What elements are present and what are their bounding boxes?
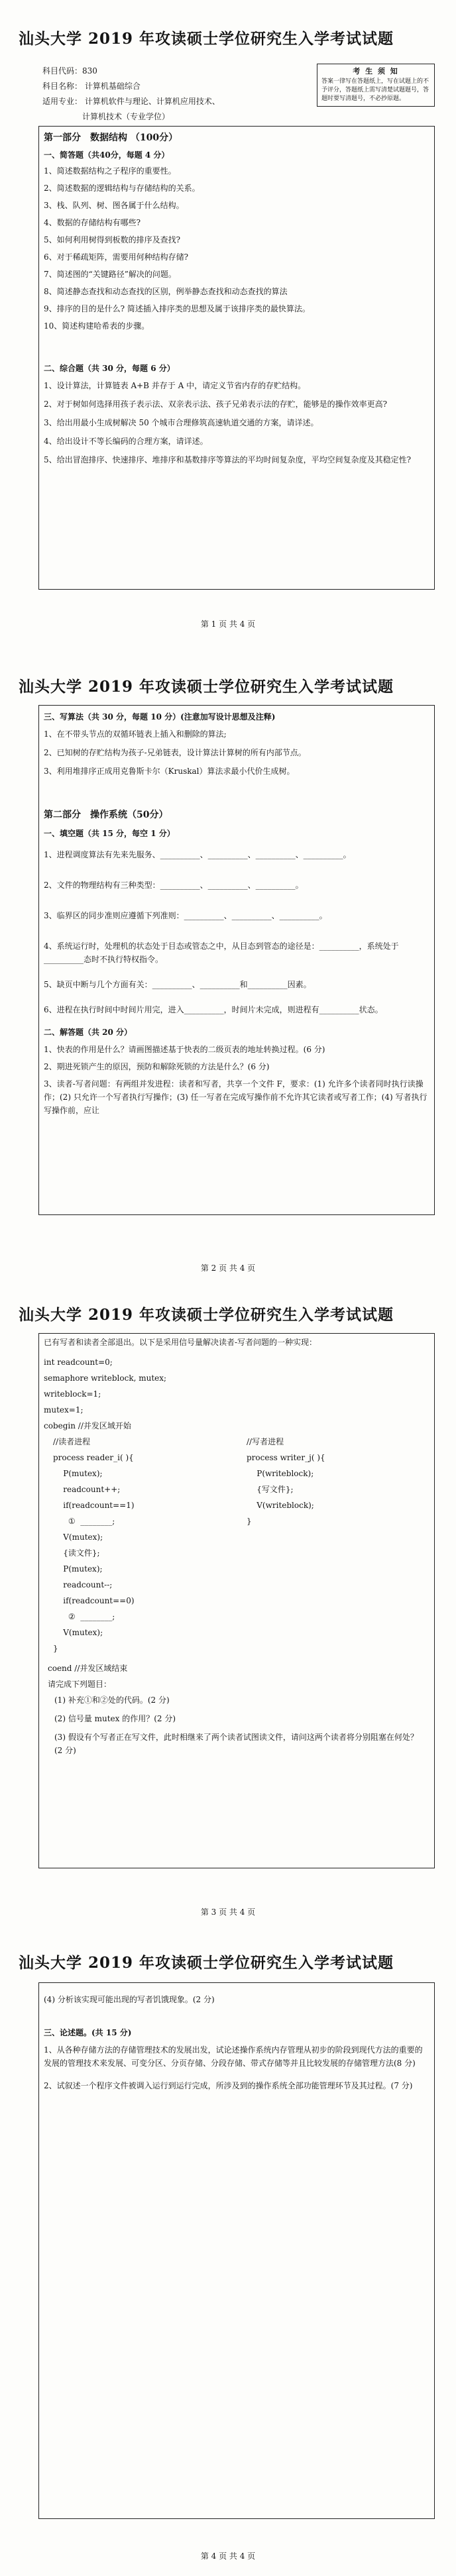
code-line: } <box>247 1517 252 1526</box>
exam-page-2 <box>0 644 456 1288</box>
reader-process-code <box>53 1434 135 1656</box>
question-item: (1) 补充①和②处的代码。(2 分) <box>54 1695 170 1705</box>
question-item: 10、简述构建哈希表的步骤。 <box>44 321 150 331</box>
question-item: 3、给出用最小生成树解决 50 个城市合理修筑高速轨道交通的方案，请详述。 <box>44 418 319 427</box>
code-line: writeblock=1; <box>44 1389 101 1399</box>
code-line: process writer_j( ){ <box>247 1453 325 1462</box>
code-line: P(mutex); <box>53 1469 103 1478</box>
code-line: ② ________; <box>53 1612 115 1621</box>
question-item: 1、快表的作用是什么？请画图描述基于快表的二级页表的地址转换过程。(6 分) <box>44 1045 325 1054</box>
section-title: 二、解答题（共 20 分） <box>44 1028 133 1037</box>
section-title: 三、论述题。(共 15 分) <box>44 2028 132 2037</box>
code-line: if(readcount==1) <box>53 1501 135 1510</box>
question-item: (3) 假设有个写者正在写文件，此时相继来了两个读者试图读文件，请问这两个读者将分别阻塞在何处？(2 分) <box>54 1733 418 1755</box>
exam-page-1 <box>0 0 456 644</box>
code-line: coend //并发区域结束 <box>48 1664 128 1673</box>
applicable-major: 适用专业： 计算机软件与理论、计算机应用技术、 <box>42 97 220 106</box>
part-title: 第二部分 操作系统（50分） <box>44 810 168 820</box>
page-footer: 第 2 页 共 4 页 <box>200 1263 256 1273</box>
candidate-notice-box <box>317 64 435 107</box>
question-item: 6、对于稀疏矩阵，需要用何种结构存储? <box>44 252 189 262</box>
question-item: 3、利用堆排序正成用克鲁斯卡尔（Kruskal）算法求最小代价生成树。 <box>44 767 295 776</box>
exam-title: 汕头大学 2019 年攻读硕士学位研究生入学考试试题 <box>19 678 394 696</box>
page-footer: 第 4 页 共 4 页 <box>200 2551 256 2561</box>
section-title: 三、写算法（共 30 分，每题 10 分）(注意加写设计思想及注释) <box>44 712 276 722</box>
code-line: if(readcount==0) <box>53 1596 135 1605</box>
question-item: 1、在不带头节点的双循环链表上插入和删除的算法; <box>44 729 227 739</box>
section-title: 一、简答题（共40分，每题 4 分） <box>44 150 170 160</box>
question-item: 2、试叙述一个程序文件被调入运行到运行完成，所涉及到的操作系统全部功能管理环节及其过程。(7 分) <box>44 2081 413 2090</box>
notice-title: 考 生 须 知 <box>353 67 399 76</box>
question-body <box>44 710 429 1117</box>
sub-questions <box>54 1693 426 1757</box>
exam-page-4 <box>0 1932 456 2576</box>
code-line: semaphore writeblock, mutex; <box>44 1373 167 1383</box>
notice-text: 答案一律写在答题纸上，写在试题上的不予评分，答题纸上需写清楚试题题号，答题时要写清题号，不必抄原题。 <box>321 78 429 102</box>
question-item: 2、文件的物理结构有三种类型：__________、__________、__________。 <box>44 881 304 890</box>
code-line: process reader_i( ){ <box>53 1453 134 1462</box>
code-line: //读者进程 <box>53 1437 91 1446</box>
question-item: 已有写者和读者全部退出。以下是采用信号量解决读者-写者问题的一种实现： <box>44 1338 317 1347</box>
question-item: 2、已知树的存贮结构为孩子-兄弟链表，设计算法计算树的所有内部节点。 <box>44 748 306 757</box>
question-item: 1、设计算法，计算链表 A+B 并存于 A 中，请定义节省内存的存贮结构。 <box>44 381 306 390</box>
code-line: 请完成下列题目： <box>48 1680 112 1689</box>
code-line: P(writeblock); <box>247 1469 314 1478</box>
question-item: 3、读者-写者问题：有两组并发进程：读者和写者，共享一个文件 F，要求：(1) 允许多个读者同时执行读操作；(2) 只允许一个写者执行写操作；(3) 任一写者在完成写操作前不允许其它读者或写者工作；(4) 写者执行写操作前，应让 <box>44 1079 428 1115</box>
code-header <box>44 1354 166 1434</box>
question-item: 5、给出冒泡排序、快速排序、堆排序和基数排序等算法的平均时间复杂度，平均空间复杂度及其稳定性? <box>44 455 412 464</box>
code-line: P(mutex); <box>53 1564 103 1574</box>
code-line: int readcount=0; <box>44 1358 113 1367</box>
subject-code: 科目代码：830 <box>42 66 97 76</box>
question-item: 1、进程调度算法有先来先服务、__________、__________、__________、__________。 <box>44 850 351 859</box>
code-line: //写者进程 <box>247 1437 284 1446</box>
question-item: 4、数据的存储结构有哪些? <box>44 218 141 227</box>
page-footer: 第 3 页 共 4 页 <box>200 1907 256 1917</box>
code-footer <box>48 1660 127 1692</box>
question-item: 7、简述图的“关键路径”解决的问题。 <box>44 270 176 279</box>
page-footer: 第 1 页 共 4 页 <box>200 619 256 629</box>
section-title: 二、综合题（共 30 分，每题 6 分） <box>44 364 175 373</box>
code-line: ① ________; <box>53 1517 115 1526</box>
question-item: 6、进程在执行时间中时间片用完，进入__________，时间片未完成，则进程有__________状态。 <box>44 1005 383 1014</box>
question-item: 3、栈、队列、树、图各属于什么结构。 <box>44 201 184 210</box>
code-line: {写文件}; <box>247 1485 294 1494</box>
question-item: 1、简述数据结构之子程序的重要性。 <box>44 166 176 176</box>
question-item: 4、系统运行时，处理机的状态处于目态或管态之中，从目态到管态的途径是：__________，系统处于__________态时不执行特权指令。 <box>44 941 399 964</box>
code-line: {读文件}; <box>53 1548 100 1558</box>
question-item: 9、排序的目的是什么? 简述插入排序类的思想及属于该排序类的最快算法。 <box>44 304 310 313</box>
question-body <box>44 1993 429 2092</box>
writer-process-code <box>247 1434 325 1529</box>
question-item: (4) 分析该实现可能出现的写者饥饿现象。(2 分) <box>44 1995 215 2004</box>
question-item: 1、从各种存储方法的存储管理技术的发展出发，试论述操作系统内存管理从初步的阶段到现代方法的重要的发展的管理技术来发展、可变分区、分页存储、分段存储、带式存储等并且比较发展的存储管理方法(8 分) <box>44 2045 423 2068</box>
exam-meta <box>42 64 308 125</box>
code-line: readcount--; <box>53 1580 113 1589</box>
code-line: } <box>53 1644 58 1653</box>
question-item: 2、对于树如何选择用孩子表示法、双亲表示法、孩子兄弟表示法的存贮，能够是的操作效率更高? <box>44 400 388 409</box>
question-intro <box>44 1336 429 1349</box>
subject-name: 科目名称： 计算机基础综合 <box>42 81 141 91</box>
question-item: 4、给出设计不等长编码的合理方案，请详述。 <box>44 437 208 446</box>
exam-title: 汕头大学 2019 年攻读硕士学位研究生入学考试试题 <box>19 1306 394 1324</box>
code-line: V(mutex); <box>53 1532 103 1542</box>
question-item: 2、简述数据的逻辑结构与存储结构的关系。 <box>44 184 200 193</box>
code-line: readcount++; <box>53 1485 121 1494</box>
exam-title: 汕头大学 2019 年攻读硕士学位研究生入学考试试题 <box>19 1954 394 1972</box>
question-item: 3、临界区的同步准则应遵循下列准则：__________、__________、__________。 <box>44 911 327 920</box>
question-item: 5、如何利用树得到板数的排序及查找? <box>44 235 181 244</box>
question-item: 5、缺页中断与几个方面有关：__________、__________和__________因素。 <box>44 980 312 989</box>
section-title: 一、填空题（共 15 分，每空 1 分） <box>44 829 175 838</box>
question-body <box>44 131 429 466</box>
applicable-major-cont: 计算机技术（专业学位） <box>82 112 170 121</box>
part-title: 第一部分 数据结构 （100分） <box>44 133 178 143</box>
exam-page-3 <box>0 1288 456 1932</box>
question-item: (2) 信号量 mutex 的作用？(2 分) <box>54 1714 176 1723</box>
code-line: V(mutex); <box>53 1628 103 1637</box>
question-item: 8、简述静态查找和动态查找的区别，例举静态查找和动态查找的算法 <box>44 287 288 296</box>
code-line: mutex=1; <box>44 1405 84 1415</box>
exam-title: 汕头大学 2019 年攻读硕士学位研究生入学考试试题 <box>19 30 394 48</box>
code-line: cobegin //并发区域开始 <box>44 1421 131 1430</box>
code-line: V(writeblock); <box>247 1501 314 1510</box>
question-item: 2、期进死锁产生的原因，预防和解除死锁的方法是什么？(6 分) <box>44 1062 270 1071</box>
